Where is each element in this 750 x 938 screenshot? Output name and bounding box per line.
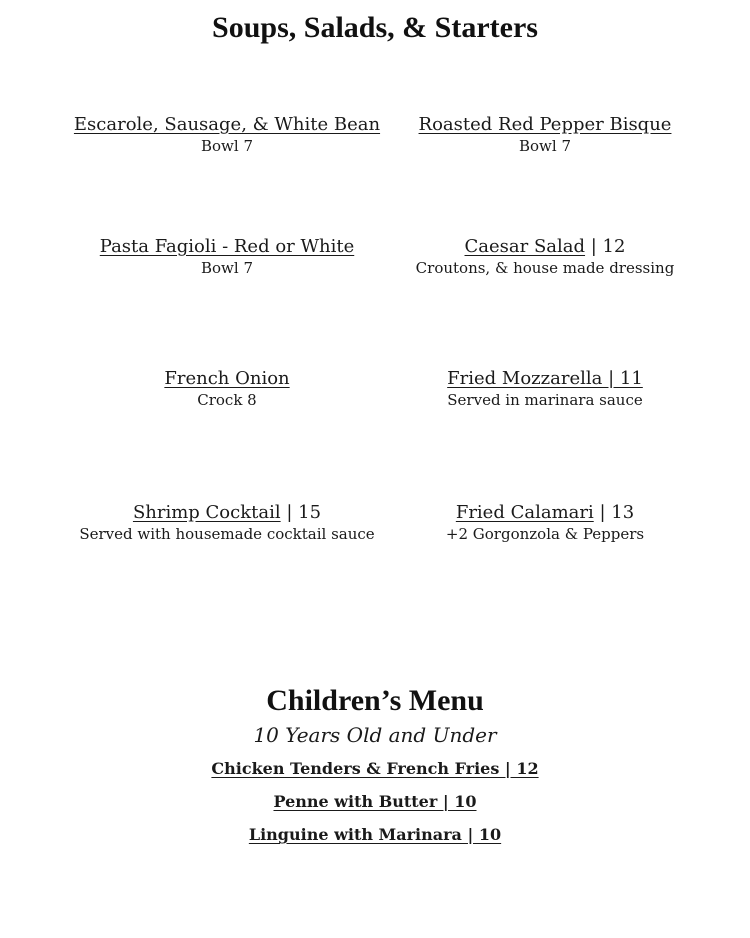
item-price: | 12 [585,236,626,257]
menu-section-title: Soups, Salads, & Starters [212,11,538,44]
menu-item-pasta-fagioli [57,235,397,278]
childrens-menu-subtitle: 10 Years Old and Under [253,723,497,747]
item-description: Croutons, & house made dressing [415,259,675,277]
item-description: Bowl 7 [200,137,253,155]
kids-item-chicken-tenders: Chicken Tenders & French Fries | 12 [211,759,539,778]
item-description: Bowl 7 [200,259,253,277]
item-description: Bowl 7 [518,137,571,155]
childrens-menu-title: Children’s Menu [266,684,484,717]
item-description: Served in marinara sauce [447,391,643,409]
item-name: Shrimp Cocktail [132,502,281,523]
menu-item-french-onion [57,367,397,410]
menu-item-red-pepper-bisque [375,113,715,156]
menu-item-caesar-salad [375,235,715,278]
menu-item-fried-calamari [375,501,715,544]
item-description: +2 Gorgonzola & Peppers [445,525,645,543]
item-name: Pasta Fagioli - Red or White [99,236,355,257]
item-name: French Onion [164,368,290,389]
item-name: Fried Mozzarella | 11 [447,368,643,389]
item-name: Escarole, Sausage, & White Bean [73,114,381,135]
item-description: Crock 8 [197,391,257,409]
kids-item-linguine-marinara: Linguine with Marinara | 10 [248,825,502,844]
menu-item-shrimp-cocktail [57,501,397,544]
menu-item-escarole [57,113,397,156]
kids-item-penne-butter: Penne with Butter | 10 [273,792,477,811]
item-price: | 15 [280,502,322,523]
item-name: Fried Calamari [455,502,594,523]
item-name: Caesar Salad [464,236,586,257]
menu-item-fried-mozzarella [375,367,715,410]
item-name: Roasted Red Pepper Bisque [418,114,672,135]
item-price: | 13 [593,502,635,523]
item-description: Served with housemade cocktail sauce [79,525,375,543]
